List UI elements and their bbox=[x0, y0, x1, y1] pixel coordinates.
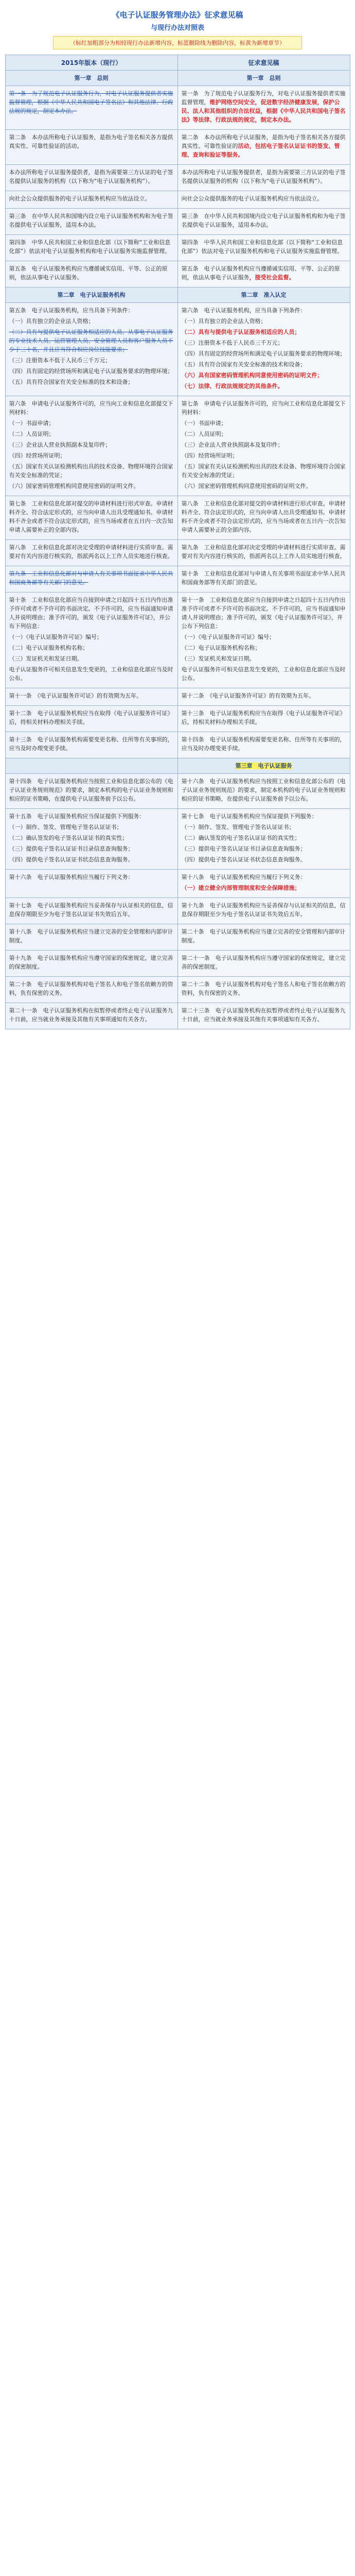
new-article bbox=[177, 396, 350, 496]
new-text: 第六条 电子认证服务机构，应当具备下列条件： bbox=[181, 307, 306, 314]
old-item: （三）企业法人营业执照副本及复印件； bbox=[9, 442, 111, 448]
old-text: 第十三条 电子认证服务机构需要变更名称、住所等有关事项的，应当及时办理变更手续。 bbox=[9, 736, 173, 752]
old-text: 第十一条 《电子认证服务许可证》的有效期为五年。 bbox=[9, 692, 142, 699]
old-article bbox=[5, 191, 177, 209]
new-item: （一）制作、签发、管理电子签名认证证书； bbox=[181, 824, 295, 831]
old-item: （五）国家有关认证检测机构出具的技术设备、物理环境符合国家有关安全标准的凭证； bbox=[9, 463, 173, 479]
added-text: （一）建立健全内部管理制度和安全保障措施； bbox=[181, 885, 300, 891]
table-row bbox=[5, 540, 350, 566]
new-item: （四）具有固定的经营场所和满足电子认证服务要求的物理环境； bbox=[181, 350, 346, 357]
new-article bbox=[177, 86, 350, 130]
new-article bbox=[177, 774, 350, 809]
old-item: （二）人员证明； bbox=[9, 431, 55, 437]
chapter-row bbox=[5, 287, 350, 303]
old-text: 第十条 工业和信息化部应当自接到申请之日起四十五日内作出准予许可或者不予许可的书面决定。不予许可的，应当书面通知申请人并说明理由；准予许可的，颁发《电子认证服务许可证》，并公布下列信息： bbox=[9, 597, 173, 630]
old-item: （六）国家密码管理机构同意使用密码的证明文件。 bbox=[9, 483, 139, 489]
new-text bbox=[182, 264, 346, 282]
old-text: 第十五条 电子认证服务机构应当保证提供下列服务： bbox=[9, 813, 145, 820]
new-text: 第十八条 电子认证服务机构应当履行下列义务： bbox=[181, 874, 306, 880]
new-item: （三）注册资本不低于人民币三千万元； bbox=[181, 340, 283, 346]
old-item: （二）确认签发的电子签名认证证书的真实性； bbox=[9, 835, 128, 841]
old-article bbox=[5, 235, 177, 261]
new-text-main: 第一条 为了规范电子认证服务行为，对电子认证服务提供者实施监督管理， bbox=[181, 90, 346, 106]
old-article bbox=[5, 566, 177, 592]
chapter-new bbox=[177, 758, 350, 774]
new-item: （七）法律、行政法规规定的其他条件。 bbox=[181, 383, 283, 389]
new-article bbox=[177, 898, 350, 924]
old-article bbox=[5, 165, 177, 191]
old-item: （一）《电子认证服务许可证》编号； bbox=[9, 634, 102, 640]
new-article bbox=[177, 924, 350, 951]
new-text: 第八条 工业和信息化部对提交的申请材料进行形式审查。申请材料齐全、符合法定形式的，应当向申请人出具受理通知书。申请材料不齐全或者不符合法定形式的，应当当场或者在五日内一次告知申请人需要补正的全部内容。 bbox=[181, 500, 346, 533]
new-text: 第十九条 电子认证服务机构应当妥善保存与认证相关的信息，信息保存期限至少为电子签名认证证书失效后五年。 bbox=[181, 902, 346, 918]
new-article bbox=[177, 566, 350, 592]
new-item: （四）提供电子签名认证证书状态信息查询服务。 bbox=[181, 856, 306, 863]
new-text-main: 第二条 本办法所称电子认证服务，是指为电子签名相关各方提供真实性、可靠性验证的 bbox=[181, 134, 346, 149]
new-article bbox=[177, 540, 350, 566]
new-text: 第十六条 电子认证服务机构应当按照工业和信息化部公布的《电子认证业务规则规范》的要求，制定本机构的电子认证业务规则和相应的证书策略，在提供电子认证服务前予以公布。 bbox=[181, 778, 346, 802]
new-item: （二）电子认证服务机构名称； bbox=[181, 645, 261, 651]
new-text: 第七条 申请电子认证服务许可的，应当向工业和信息化部提交下列材料： bbox=[181, 400, 346, 416]
old-article bbox=[5, 540, 177, 566]
old-article bbox=[5, 870, 177, 898]
added-text: ，接受社会监督。 bbox=[249, 274, 295, 281]
old-item: （三）提供电子签名认证证书目录信息查询服务； bbox=[9, 845, 134, 852]
table-row bbox=[5, 86, 350, 130]
new-article bbox=[177, 870, 350, 898]
old-article bbox=[5, 774, 177, 809]
old-article bbox=[5, 396, 177, 496]
old-article bbox=[5, 809, 177, 870]
old-text: 第七条 工业和信息化部对提交的申请材料进行形式审查。申请材料齐全、符合法定形式的，应当向申请人出具受理通知书。申请材料不齐全或者不符合法定形式的，应当当场或者在五日内一次告知申请人需要补正的全部内容。 bbox=[9, 500, 173, 533]
old-text: 第五条 电子认证服务机构，应当具备下列条件： bbox=[9, 307, 134, 314]
old-text: 第二十条 电子认证服务机构对电子签名人和电子签名依赖方的资料，负有保密的义务。 bbox=[9, 981, 173, 996]
new-article bbox=[177, 130, 350, 165]
new-item: （一）书面申请； bbox=[181, 420, 227, 427]
table-row bbox=[5, 396, 350, 496]
old-text: 第十二条 电子认证服务机构应当在取得《电子认证服务许可证》后，持相关材料办理相关手续。 bbox=[9, 710, 173, 725]
old-item: （一）具有独立的企业法人资格； bbox=[9, 318, 94, 325]
new-article bbox=[177, 165, 350, 191]
new-article bbox=[177, 303, 350, 396]
comparison-table bbox=[5, 55, 350, 1029]
old-text: 第四条 中华人民共和国工业和信息化部（以下简称“工业和信息化部”）依法对电子认证服务机构和电子认证服务实施监督管理。 bbox=[9, 239, 171, 255]
chapter-new: 第一章 总则 bbox=[177, 71, 350, 86]
chapter-new-title: 第三章 电子认证服务 bbox=[235, 762, 292, 769]
added-text: 活动，包括电子签名认证证书的签发、管理、查询和验证等服务。 bbox=[181, 143, 340, 158]
old-article bbox=[5, 130, 177, 165]
new-item: （二）人员证明； bbox=[181, 431, 227, 437]
document bbox=[0, 0, 355, 1029]
column-header-old: 2015年版本（现行） bbox=[5, 55, 177, 71]
old-text: 第八条 工业和信息化部对决定受理的申请材料进行实质审查。需要对有关内容进行核实的，指派两名以上工作人员实地进行核查。 bbox=[9, 544, 173, 560]
table-row bbox=[5, 977, 350, 1003]
table-row bbox=[5, 688, 350, 706]
old-text: 第十八条 电子认证服务机构应当建立完善的安全管理和内部审计制度。 bbox=[9, 928, 173, 944]
new-item: （二）具有与提供电子认证服务相适应的人员； bbox=[181, 329, 300, 335]
new-item: （一）《电子认证服务许可证》编号； bbox=[181, 634, 275, 640]
old-item: （四）经营场所证明； bbox=[9, 452, 66, 459]
old-article bbox=[5, 1003, 177, 1029]
table-row bbox=[5, 592, 350, 688]
new-text: 第十一条 工业和信息化部应当自接到申请之日起四十五日内作出准予许可或者不予许可的书面决定。不予许可的，应当书面通知申请人并说明理由；准予许可的，颁发《电子认证服务许可证》，并公布下列信息： bbox=[181, 597, 346, 630]
new-item: （五）具有符合国家有关安全标准的技术和设备； bbox=[181, 361, 306, 368]
old-item: （四）具有固定的经营场所和满足电子认证服务要求的物理环境； bbox=[9, 368, 173, 375]
new-text: 本办法所称电子认证服务提供者，是指为需要第三方认证的电子签名提供认证服务的机构（以下称为“电子认证服务机构”）。 bbox=[181, 169, 346, 184]
old-text: 第十七条 电子认证服务机构应当妥善保存与认证相关的信息，信息保存期限至少为电子签名认证证书失效后五年。 bbox=[9, 902, 173, 918]
new-article bbox=[177, 732, 350, 758]
old-item: （二）电子认证服务机构名称； bbox=[9, 645, 88, 651]
new-article bbox=[177, 706, 350, 732]
new-text: 第九条 工业和信息化部对决定受理的申请材料进行实质审查。需要对有关内容进行核实的，指派两名以上工作人员实地进行核查。 bbox=[181, 544, 346, 560]
new-text: 第二十三条 电子认证服务机构在拟暂停或者终止电子认证服务九十日前，应当就业务承接及其他有关事项通知有关各方。 bbox=[181, 1007, 346, 1023]
old-article bbox=[5, 706, 177, 732]
new-article bbox=[177, 592, 350, 688]
new-article bbox=[177, 977, 350, 1003]
old-text: 第二条 本办法所称电子认证服务，是指为电子签名相关各方提供真实性、可靠性验证的活动。 bbox=[9, 134, 173, 149]
table-row bbox=[5, 732, 350, 758]
chapter-old: 第一章 总则 bbox=[5, 71, 177, 86]
old-article bbox=[5, 898, 177, 924]
table-row bbox=[5, 951, 350, 977]
chapter-old: 第二章 电子认证服务机构 bbox=[5, 287, 177, 303]
doc-subtitle: 与现行办法对照表 bbox=[150, 24, 204, 32]
old-text: 第六条 申请电子认证服务许可的，应当向工业和信息化部提交下列材料： bbox=[9, 400, 173, 416]
table-row bbox=[5, 706, 350, 732]
table-row bbox=[5, 924, 350, 951]
old-item: （一）制作、签发、管理电子签名认证证书； bbox=[9, 824, 122, 831]
old-article bbox=[5, 261, 177, 287]
old-text: 第五条 电子认证服务机构应当遵循诚实信用、平等、公正的原则，依法从事电子认证服务。 bbox=[9, 265, 168, 281]
new-article bbox=[177, 261, 350, 287]
old-text: 第十四条 电子认证服务机构应当按照工业和信息化部公布的《电子认证业务规则规范》的要求，制定本机构的电子认证业务规则和相应的证书策略，在提供电子认证服务前予以公布。 bbox=[9, 778, 173, 802]
old-item: （五）具有符合国家有关安全标准的技术和设备； bbox=[9, 379, 134, 385]
old-article bbox=[5, 688, 177, 706]
new-item: （一）具有独立的企业法人资格； bbox=[181, 318, 267, 325]
old-text: 向社会公众提供服务的电子认证服务机构应当依法设立。 bbox=[9, 195, 151, 202]
new-item: （六）国家密码管理机构同意使用密码的证明文件。 bbox=[181, 483, 312, 489]
old-text: 第九条 工业和信息化部对与申请人有关事项书面征求中华人民共和国商务部等有关部门的意见。 bbox=[9, 570, 173, 586]
table-row bbox=[5, 165, 350, 191]
new-item: （四）经营场所证明； bbox=[181, 452, 238, 459]
old-text: 第二十一条 电子认证服务机构在拟暂停或者终止电子认证服务九十日前，应当就业务承接及其他有关事项通知有关各方。 bbox=[9, 1007, 173, 1023]
new-article bbox=[177, 209, 350, 235]
old-article bbox=[5, 977, 177, 1003]
new-item: （二）确认签发的电子签名认证证书的真实性； bbox=[181, 835, 300, 841]
new-text: 第三条 在中华人民共和国境内设立电子认证服务机构和为电子签名提供电子认证服务，适用本办法。 bbox=[181, 213, 346, 228]
table-row bbox=[5, 303, 350, 396]
table-row bbox=[5, 774, 350, 809]
new-text bbox=[182, 89, 346, 124]
old-text: 第三条 在中华人民共和国境内设立电子认证服务机构和为电子签名提供电子认证服务，适用本办法。 bbox=[9, 213, 173, 228]
new-text: 第四条 中华人民共和国工业和信息化部（以下简称“工业和信息化部”）依法对电子认证服务机构和电子认证服务实施监督管理。 bbox=[181, 239, 343, 255]
new-text: 第十条 工业和信息化部对与申请人有关事项书面征求中华人民共和国商务部等有关部门的意见。 bbox=[181, 570, 346, 586]
chapter-row bbox=[5, 71, 350, 86]
new-text bbox=[182, 133, 346, 159]
old-text: 本办法所称电子认证服务提供者，是指为需要第三方认证的电子签名提供认证服务的机构（以下称为“电子认证服务机构”）。 bbox=[9, 169, 173, 184]
new-text: 向社会公众提供服务的电子认证服务机构应当依法设立。 bbox=[181, 195, 323, 202]
table-row bbox=[5, 870, 350, 898]
old-article bbox=[5, 496, 177, 540]
table-row bbox=[5, 209, 350, 235]
old-item: （三）发证机关和发证日期。 bbox=[9, 655, 83, 662]
old-item: （四）提供电子签名认证证书状态信息查询服务。 bbox=[9, 856, 134, 863]
table-row bbox=[5, 261, 350, 287]
table-row bbox=[5, 566, 350, 592]
new-item: （五）国家有关认证检测机构出具的技术设备、物理环境符合国家有关安全标准的凭证； bbox=[181, 463, 346, 479]
new-item: （三）提供电子签名认证证书目录信息查询服务； bbox=[181, 845, 306, 852]
old-item: （三）注册资本不低于人民币三千万元； bbox=[9, 357, 111, 364]
old-text: 第十九条 电子认证服务机构应当遵守国家的保密规定，建立完善的保密制度。 bbox=[9, 955, 173, 970]
table-row bbox=[5, 130, 350, 165]
new-article bbox=[177, 951, 350, 977]
table-row bbox=[5, 235, 350, 261]
old-article bbox=[5, 732, 177, 758]
old-article bbox=[5, 592, 177, 688]
legend-note: （标红加粗部分为相较现行办法新增内容，标蓝删除线为删除内容，标黄为新增章节） bbox=[53, 36, 302, 49]
old-text: 第十六条 电子认证服务机构应当履行下列义务： bbox=[9, 874, 134, 880]
new-item: （三）发证机关和发证日期。 bbox=[181, 655, 255, 662]
old-article bbox=[5, 951, 177, 977]
old-text: 第一条 为了规范电子认证服务行为，对电子认证服务提供者实施监督管理，根据《中华人民共和国电子签名法》和其他法律、行政法规的规定，制定本办法。 bbox=[9, 90, 173, 114]
new-text: 第十二条 《电子认证服务许可证》的有效期为五年。 bbox=[181, 692, 314, 699]
old-item: （二）具有与提供电子认证服务相适应的人员。从事电子认证服务的专业技术人员、运营管理人员、安全管理人员和客户服务人员不少于三十名，并且应当符合相应岗位技能要求； bbox=[9, 329, 173, 353]
new-text: 第二十二条 电子认证服务机构对电子签名人和电子签名依赖方的资料，负有保密的义务。 bbox=[181, 981, 346, 996]
new-article bbox=[177, 191, 350, 209]
new-text: 第二十条 电子认证服务机构应当建立完善的安全管理和内部审计制度。 bbox=[181, 928, 346, 944]
new-text-tail: 电子认证服务许可相关信息发生变更的，工业和信息化部应当及时公布。 bbox=[181, 666, 346, 682]
old-article bbox=[5, 924, 177, 951]
old-article bbox=[5, 209, 177, 235]
new-article bbox=[177, 688, 350, 706]
new-text: 第二十一条 电子认证服务机构应当遵守国家的保密规定，建立完善的保密制度。 bbox=[181, 955, 346, 970]
table-row bbox=[5, 809, 350, 870]
new-article bbox=[177, 235, 350, 261]
doc-title: 《电子认证服务管理办法》征求意见稿 bbox=[112, 10, 243, 20]
new-article bbox=[177, 809, 350, 870]
old-article bbox=[5, 303, 177, 396]
table-row bbox=[5, 191, 350, 209]
chapter-new: 第二章 准入认定 bbox=[177, 287, 350, 303]
old-text-tail: 电子认证服务许可相关信息发生变更的，工业和信息化部应当及时公布。 bbox=[9, 666, 173, 682]
old-article bbox=[5, 86, 177, 130]
chapter-old bbox=[5, 758, 177, 774]
column-header-new: 征求意见稿 bbox=[177, 55, 350, 71]
old-item: （一）书面申请； bbox=[9, 420, 55, 427]
table-row bbox=[5, 496, 350, 540]
new-text: 第十三条 电子认证服务机构应当在取得《电子认证服务许可证》后，持相关材料办理相关手续。 bbox=[181, 710, 346, 725]
new-item: （三）企业法人营业执照副本及复印件； bbox=[181, 442, 283, 448]
new-article bbox=[177, 1003, 350, 1029]
new-item: （六）具有国家密码管理机构同意使用密码的证明文件； bbox=[181, 372, 323, 379]
new-article bbox=[177, 496, 350, 540]
new-text: 第十七条 电子认证服务机构应当保证提供下列服务： bbox=[181, 813, 317, 820]
new-text: 第十四条 电子认证服务机构需要变更名称、住所等有关事项的，应当及时办理变更手续。 bbox=[181, 736, 346, 752]
table-row bbox=[5, 1003, 350, 1029]
added-text: 维护网络空间安全，促进数字经济健康发展，保护公民、法人和其他组织的合法权益，根据《中华人民共和国电子签名法》等法律、行政法规的规定，制定本办法。 bbox=[181, 99, 346, 123]
table-row bbox=[5, 898, 350, 924]
chapter-row bbox=[5, 758, 350, 774]
new-text-main: 第五条 电子认证服务机构应当遵循诚实信用、平等、公正的原则，依法从事电子认证服务 bbox=[181, 265, 340, 281]
